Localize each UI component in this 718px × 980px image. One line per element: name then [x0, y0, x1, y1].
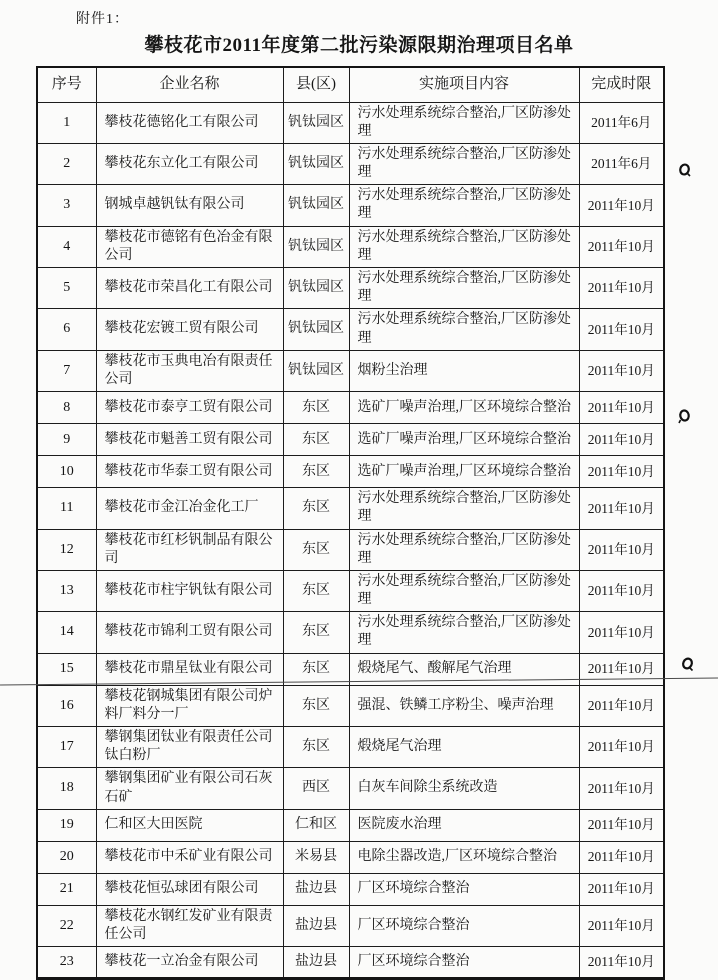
- project-content: 污水处理系统综合整治,厂区防渗处理: [349, 102, 579, 143]
- projects-table: [36, 66, 665, 980]
- table-body: [37, 102, 664, 979]
- deadline: 2011年10月: [579, 809, 664, 841]
- district: 东区: [283, 488, 349, 529]
- deadline: 2011年10月: [579, 424, 664, 456]
- project-content: 污水处理系统综合整治,厂区防渗处理: [349, 529, 579, 570]
- company-name: 攀钢集团矿业有限公司石灰石矿: [96, 768, 283, 809]
- district: 钒钛园区: [283, 309, 349, 350]
- company-name: 攀钢集团钛业有限责任公司钛白粉厂: [96, 727, 283, 768]
- row-number: 7: [37, 350, 96, 391]
- project-content: 选矿厂噪声治理,厂区环境综合整治: [349, 456, 579, 488]
- district: 米易县: [283, 841, 349, 873]
- company-name: 攀枝花市锦利工贸有限公司: [96, 612, 283, 653]
- project-content: 强混、铁鳞工序粉尘、噪声治理: [349, 685, 579, 726]
- district: 钒钛园区: [283, 143, 349, 184]
- table-row: [37, 268, 664, 309]
- deadline: 2011年10月: [579, 309, 664, 350]
- table-row: [37, 102, 664, 143]
- district: 盐边县: [283, 905, 349, 946]
- project-content: 污水处理系统综合整治,厂区防渗处理: [349, 309, 579, 350]
- row-number: 14: [37, 612, 96, 653]
- project-content: 选矿厂噪声治理,厂区环境综合整治: [349, 424, 579, 456]
- column-header: 实施项目内容: [349, 67, 579, 102]
- table-header-row: [37, 67, 664, 102]
- district: 东区: [283, 612, 349, 653]
- company-name: 攀枝花东立化工有限公司: [96, 143, 283, 184]
- row-number: 8: [37, 392, 96, 424]
- deadline: 2011年10月: [579, 727, 664, 768]
- table-row: [37, 424, 664, 456]
- project-content: 电除尘器改造,厂区环境综合整治: [349, 841, 579, 873]
- company-name: 攀枝花钢城集团有限公司炉料厂料分一厂: [96, 685, 283, 726]
- company-name: 攀枝花市鼎星钛业有限公司: [96, 653, 283, 685]
- deadline: 2011年10月: [579, 185, 664, 226]
- deadline: 2011年10月: [579, 570, 664, 611]
- project-content: 煅烧尾气、酸解尾气治理: [349, 653, 579, 685]
- table-row: [37, 809, 664, 841]
- company-name: 攀枝花水钢红发矿业有限责任公司: [96, 905, 283, 946]
- project-content: 烟粉尘治理: [349, 350, 579, 391]
- row-number: 16: [37, 685, 96, 726]
- row-number: 23: [37, 947, 96, 979]
- district: 钒钛园区: [283, 268, 349, 309]
- project-content: 污水处理系统综合整治,厂区防渗处理: [349, 570, 579, 611]
- project-content: 厂区环境综合整治: [349, 905, 579, 946]
- attachment-label: 附件1：: [76, 12, 129, 27]
- deadline: 2011年6月: [579, 143, 664, 184]
- project-content: 污水处理系统综合整治,厂区防渗处理: [349, 143, 579, 184]
- company-name: 钢城卓越钒钛有限公司: [96, 185, 283, 226]
- deadline: 2011年10月: [579, 350, 664, 391]
- company-name: 攀枝花德铭化工有限公司: [96, 102, 283, 143]
- table-row: [37, 727, 664, 768]
- row-number: 13: [37, 570, 96, 611]
- row-number: 22: [37, 905, 96, 946]
- deadline: 2011年10月: [579, 392, 664, 424]
- project-content: 污水处理系统综合整治,厂区防渗处理: [349, 612, 579, 653]
- table-row: [37, 570, 664, 611]
- deadline: 2011年10月: [579, 226, 664, 267]
- row-number: 10: [37, 456, 96, 488]
- page-title: 攀枝花市2011年度第二批污染源限期治理项目名单: [144, 35, 574, 56]
- deadline: 2011年10月: [579, 685, 664, 726]
- table-row: [37, 529, 664, 570]
- table-row: [37, 309, 664, 350]
- deadline: 2011年6月: [579, 102, 664, 143]
- deadline: 2011年10月: [579, 653, 664, 685]
- deadline: 2011年10月: [579, 947, 664, 979]
- row-number: 4: [37, 226, 96, 267]
- district: 西区: [283, 768, 349, 809]
- deadline: 2011年10月: [579, 456, 664, 488]
- project-content: 污水处理系统综合整治,厂区防渗处理: [349, 268, 579, 309]
- row-number: 2: [37, 143, 96, 184]
- table-row: [37, 226, 664, 267]
- deadline: 2011年10月: [579, 768, 664, 809]
- table-row: [37, 873, 664, 905]
- table-row: [37, 143, 664, 184]
- column-header: 县(区): [283, 67, 349, 102]
- table-row: [37, 653, 664, 685]
- deadline: 2011年10月: [579, 612, 664, 653]
- company-name: 攀枝花市魁善工贸有限公司: [96, 424, 283, 456]
- row-number: 20: [37, 841, 96, 873]
- table-row: [37, 392, 664, 424]
- row-number: 18: [37, 768, 96, 809]
- company-name: 攀枝花一立冶金有限公司: [96, 947, 283, 979]
- row-number: 21: [37, 873, 96, 905]
- district: 东区: [283, 392, 349, 424]
- company-name: 仁和区大田医院: [96, 809, 283, 841]
- row-number: 6: [37, 309, 96, 350]
- company-name: 攀枝花市中禾矿业有限公司: [96, 841, 283, 873]
- district: 东区: [283, 424, 349, 456]
- column-header: 序号: [37, 67, 96, 102]
- project-content: 选矿厂噪声治理,厂区环境综合整治: [349, 392, 579, 424]
- row-number: 3: [37, 185, 96, 226]
- ink-blot-icon: [678, 408, 692, 424]
- company-name: 攀枝花市红杉钒制品有限公司: [96, 529, 283, 570]
- project-content: 厂区环境综合整治: [349, 947, 579, 979]
- deadline: 2011年10月: [579, 841, 664, 873]
- district: 东区: [283, 456, 349, 488]
- table-row: [37, 185, 664, 226]
- district: 东区: [283, 727, 349, 768]
- table-row: [37, 841, 664, 873]
- project-content: 污水处理系统综合整治,厂区防渗处理: [349, 488, 579, 529]
- company-name: 攀枝花市德铭有色冶金有限公司: [96, 226, 283, 267]
- row-number: 19: [37, 809, 96, 841]
- row-number: 1: [37, 102, 96, 143]
- table-row: [37, 612, 664, 653]
- column-header: 企业名称: [96, 67, 283, 102]
- deadline: 2011年10月: [579, 488, 664, 529]
- deadline: 2011年10月: [579, 529, 664, 570]
- ink-blot-icon: [681, 656, 695, 672]
- company-name: 攀枝花市玉典电冶有限责任公司: [96, 350, 283, 391]
- table-row: [37, 905, 664, 946]
- table-row: [37, 947, 664, 979]
- company-name: 攀枝花市柱宇钒钛有限公司: [96, 570, 283, 611]
- district: 东区: [283, 570, 349, 611]
- deadline: 2011年10月: [579, 268, 664, 309]
- row-number: 11: [37, 488, 96, 529]
- district: 东区: [283, 685, 349, 726]
- project-content: 污水处理系统综合整治,厂区防渗处理: [349, 185, 579, 226]
- table-row: [37, 350, 664, 391]
- row-number: 9: [37, 424, 96, 456]
- district: 东区: [283, 529, 349, 570]
- row-number: 5: [37, 268, 96, 309]
- row-number: 17: [37, 727, 96, 768]
- district: 东区: [283, 653, 349, 685]
- company-name: 攀枝花市金江冶金化工厂: [96, 488, 283, 529]
- company-name: 攀枝花市华泰工贸有限公司: [96, 456, 283, 488]
- table-row: [37, 685, 664, 726]
- project-content: 医院废水治理: [349, 809, 579, 841]
- project-content: 污水处理系统综合整治,厂区防渗处理: [349, 226, 579, 267]
- district: 钒钛园区: [283, 226, 349, 267]
- table-row: [37, 488, 664, 529]
- company-name: 攀枝花市泰亨工贸有限公司: [96, 392, 283, 424]
- ink-blot-icon: [678, 162, 692, 178]
- district: 盐边县: [283, 947, 349, 979]
- project-content: 厂区环境综合整治: [349, 873, 579, 905]
- company-name: 攀枝花宏镀工贸有限公司: [96, 309, 283, 350]
- district: 钒钛园区: [283, 102, 349, 143]
- company-name: 攀枝花恒弘球团有限公司: [96, 873, 283, 905]
- district: 仁和区: [283, 809, 349, 841]
- project-content: 白灰车间除尘系统改造: [349, 768, 579, 809]
- table-row: [37, 768, 664, 809]
- table-row: [37, 456, 664, 488]
- company-name: 攀枝花市荣昌化工有限公司: [96, 268, 283, 309]
- table-header: [37, 67, 664, 102]
- district: 钒钛园区: [283, 185, 349, 226]
- deadline: 2011年10月: [579, 905, 664, 946]
- row-number: 12: [37, 529, 96, 570]
- district: 盐边县: [283, 873, 349, 905]
- district: 钒钛园区: [283, 350, 349, 391]
- project-content: 煅烧尾气治理: [349, 727, 579, 768]
- row-number: 15: [37, 653, 96, 685]
- deadline: 2011年10月: [579, 873, 664, 905]
- column-header: 完成时限: [579, 67, 664, 102]
